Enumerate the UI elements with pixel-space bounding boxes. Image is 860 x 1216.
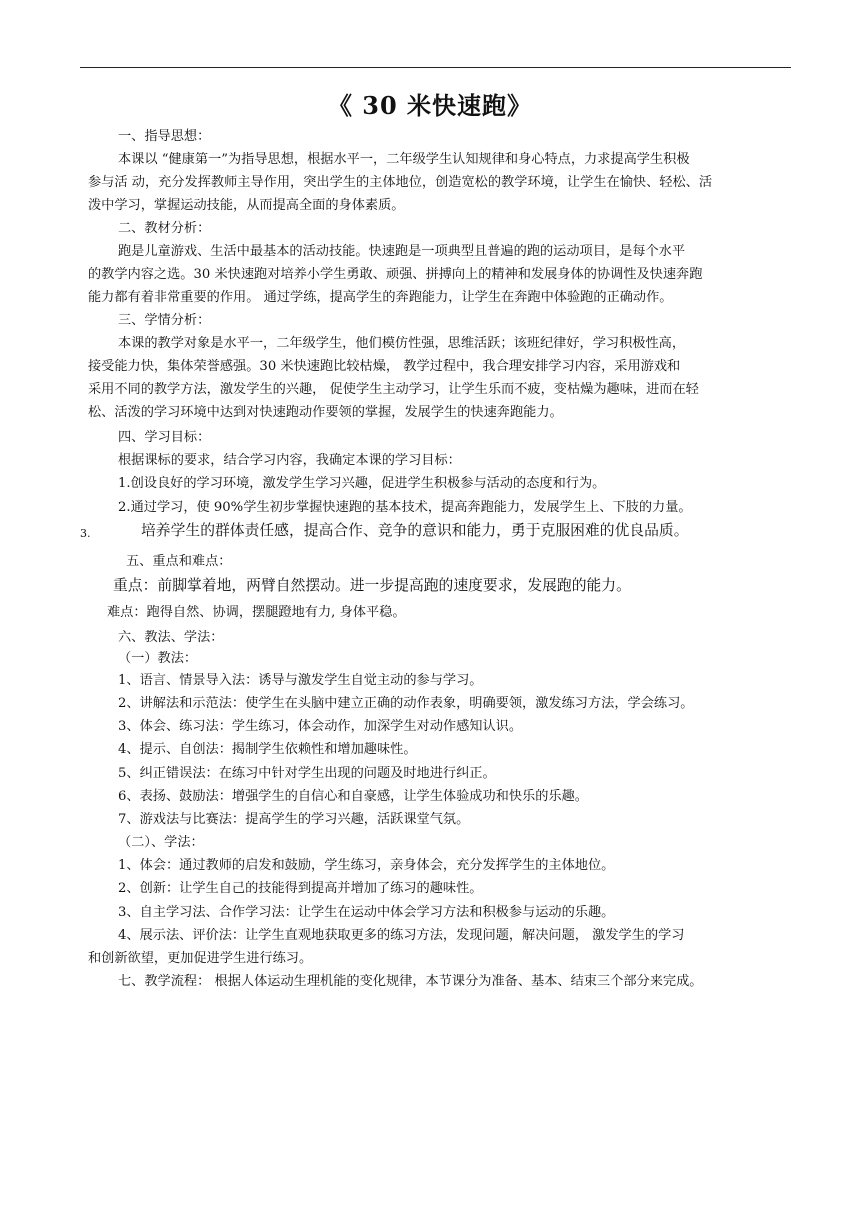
paragraph-line: 采用不同的教学方法，激发学生的兴趣， 促使学生主动学习，让学生乐而不疲，变枯燥为趣味，进而在轻: [88, 382, 699, 397]
list-item: 4、提示、自创法：揭制学生依赖性和增加趣味性。: [118, 742, 417, 757]
list-item: 1、体会：通过教师的启发和鼓励，学生练习，亲身体会，充分发挥学生的主体地位。: [118, 858, 615, 873]
key-point-line: 重点：前脚掌着地，两臂自然摆动。进一步提高跑的速度要求，发展跑的能力。: [113, 577, 631, 594]
paragraph-line: 泼中学习，掌握运动技能，从而提高全面的身体素质。: [88, 198, 405, 213]
paragraph-line: 能力都有着非常重要的作用。 通过学练，提高学生的奔跑能力，让学生在奔跑中体验跑的正确动作。: [88, 290, 673, 305]
heading-material-analysis: 二、教材分析：: [118, 221, 211, 236]
paragraph-line: 根据课标的要求，结合学习内容，我确定本课的学习目标：: [118, 453, 461, 468]
list-item: 2、讲解法和示范法：使学生在头脑中建立正确的动作表象，明确要领，激发练习方法，学会练习。: [118, 696, 694, 711]
heading-methods: 六、教法、学法：: [118, 630, 224, 645]
subheading-teaching-methods: （一）教法：: [118, 651, 198, 666]
paragraph-line: 跑是儿童游戏、生活中最基本的活动技能。快速跑是一项典型且普遍的跑的运动项目，是每个水平: [118, 244, 686, 259]
list-item-continuation: 和创新欲望，更加促进学生进行练习。: [88, 951, 313, 966]
list-item: 2、创新：让学生自己的技能得到提高并增加了练习的趣味性。: [118, 881, 483, 896]
goal-item: 1.创设良好的学习环境，激发学生学习兴趣，促进学生积极参与活动的态度和行为。: [118, 476, 606, 491]
list-item: 6、表扬、鼓励法：增强学生的自信心和自豪感，让学生体验成功和快乐的乐趣。: [118, 789, 588, 804]
subheading-learning-methods: （二）、学法：: [118, 835, 204, 850]
list-item: 4、展示法、评价法：让学生直观地获取更多的练习方法，发现问题，解决问题， 激发学生的学习: [118, 928, 685, 943]
paragraph-line: 参与活 动，充分发挥教师主导作用，突出学生的主体地位，创造宽松的教学环境，让学生在愉快、轻松、活: [88, 175, 713, 190]
header-rule: [80, 67, 791, 68]
paragraph-line: 本课的教学对象是水平一，二年级学生，他们模仿性强，思维活跃；该班纪律好，学习积极性高，: [118, 336, 686, 351]
difficulty-line: 难点：跑得自然、协调，摆腿蹬地有力, 身体平稳。: [107, 605, 406, 620]
list-item: 3、自主学习法、合作学习法：让学生在运动中体会学习方法和积极参与运动的乐趣。: [118, 905, 615, 920]
goal-item: 培养学生的群体责任感，提高合作、竞争的意识和能力，勇于克服困难的优良品质。: [141, 522, 689, 539]
goal-item: 2.通过学习，使 90%学生初步掌握快速跑的基本技术，提高奔跑能力，发展学生上、下肢的力量。: [118, 500, 692, 515]
heading-student-analysis: 三、学情分析：: [118, 313, 211, 328]
heading-guiding-thought: 一、指导思想：: [118, 129, 211, 144]
document-title: 《 30 米快速跑》: [327, 91, 533, 120]
paragraph-line: 松、活泼的学习环境中达到对快速跑动作要领的掌握，发展学生的快速奔跑能力。: [88, 405, 563, 420]
paragraph-line: 接受能力快，集体荣誉感强。30 米快速跑比较枯燥， 教学过程中，我合理安排学习内容，采用游戏和: [88, 359, 681, 374]
list-item: 3、体会、练习法：学生练习，体会动作，加深学生对动作感知认识。: [118, 719, 523, 734]
heading-learning-goals: 四、学习目标：: [118, 430, 211, 445]
list-item: 5、纠正错误法：在练习中针对学生出现的问题及时地进行纠正。: [118, 766, 496, 781]
list-item: 7、游戏法与比赛法：提高学生的学习兴趣，活跃课堂气氛。: [118, 812, 470, 827]
paragraph-line: 的教学内容之选。30 米快速跑对培养小学生勇敢、顽强、拼搏向上的精神和发展身体的协调性及快速奔跑: [88, 267, 703, 282]
list-item: 1、语言、情景导入法：诱导与激发学生自觉主动的参与学习。: [118, 673, 483, 688]
goal-number: 3.: [80, 527, 91, 540]
heading-key-points: 五、重点和难点：: [126, 554, 232, 569]
heading-teaching-process: 七、教学流程： 根据人体运动生理机能的变化规律，本节课分为准备、基本、结束三个部分来完成。: [118, 974, 703, 989]
paragraph-line: 本课以 “健康第一”为指导思想，根据水平一，二年级学生认知规律和身心特点，力求提高学生积极: [118, 152, 690, 167]
